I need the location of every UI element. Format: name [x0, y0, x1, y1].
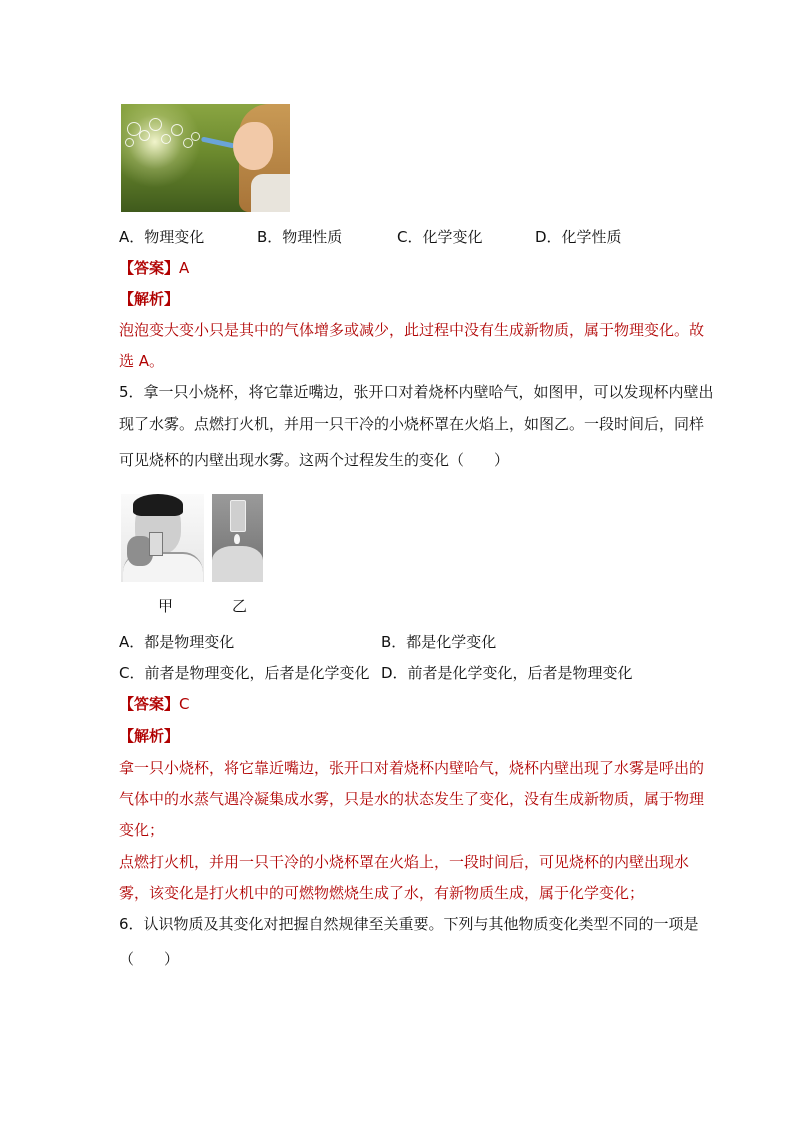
q5-answer	[119, 694, 190, 714]
q5-answer-value: C	[179, 695, 190, 713]
q5-stem-line-3: 可见烧杯的内壁出现水雾。这两个过程发生的变化（ ）	[119, 451, 510, 469]
q6-stem-line-2: （ ）	[119, 950, 180, 968]
q4-answer-label: 【答案】	[119, 259, 180, 277]
q4-analysis-label: 【解析】	[119, 290, 180, 308]
bubble-girl-photo	[121, 104, 290, 212]
q4-option-a: A．物理变化	[119, 228, 205, 246]
q4-option-d: D．化学性质	[535, 228, 622, 246]
q4-answer-value: A	[179, 259, 190, 277]
q5-option-c: C．前者是物理变化，后者是化学变化	[119, 664, 370, 682]
q5-stem-line-2: 现了水雾。点燃打火机，并用一只干冷的小烧杯罩在火焰上，如图乙。一段时间后，同样	[119, 415, 705, 433]
q5-option-d: D．前者是化学变化，后者是物理变化	[381, 664, 633, 682]
q5-analysis-label: 【解析】	[119, 727, 180, 745]
q5-analysis-line-2: 气体中的水蒸气遇冷凝集成水雾，只是水的状态发生了变化，没有生成新物质，属于物理	[119, 790, 705, 808]
figure-yi-photo	[212, 494, 263, 582]
q5-analysis-line-4: 点燃打火机，并用一只干冷的小烧杯罩在火焰上，一段时间后，可见烧杯的内壁出现水	[119, 853, 690, 871]
q5-stem-line-1: 5．拿一只小烧杯，将它靠近嘴边，张开口对着烧杯内壁哈气，如图甲，可以发现杯内壁出	[119, 383, 714, 401]
q4-analysis-line-1: 泡泡变大变小只是其中的气体增多或减少，此过程中没有生成新物质，属于物理变化。故	[119, 321, 705, 339]
q5-analysis-line-5: 雾，该变化是打火机中的可燃物燃烧生成了水，有新物质生成，属于化学变化；	[119, 884, 645, 902]
q5-answer-label: 【答案】	[119, 695, 180, 713]
q6-stem-line-1: 6．认识物质及其变化对把握自然规律至关重要。下列与其他物质变化类型不同的一项是	[119, 915, 699, 933]
figure-yi-caption: 乙	[232, 597, 248, 615]
q4-analysis-line-2: 选 A。	[119, 352, 165, 370]
q5-analysis-line-1: 拿一只小烧杯，将它靠近嘴边，张开口对着烧杯内壁哈气，烧杯内壁出现了水雾是呼出的	[119, 759, 705, 777]
q4-option-c: C．化学变化	[397, 228, 483, 246]
q4-option-b: B．物理性质	[257, 228, 343, 246]
q5-option-a: A．都是物理变化	[119, 633, 235, 651]
q5-analysis-line-3: 变化；	[119, 821, 165, 839]
figure-jia-caption: 甲	[158, 597, 174, 615]
figure-jia-photo	[121, 494, 204, 582]
q4-answer	[119, 258, 189, 278]
q5-option-b: B．都是化学变化	[381, 633, 497, 651]
